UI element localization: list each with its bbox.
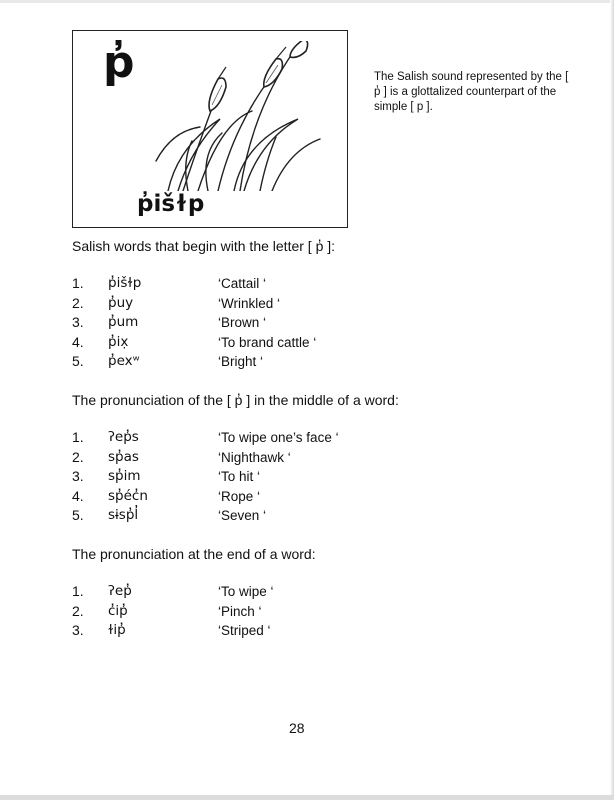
illustration-box: [72, 30, 348, 228]
cattail-icon: [148, 41, 348, 191]
salish-word: p̓uy: [108, 294, 134, 311]
item-number: 1.: [72, 583, 84, 599]
side-note: The Salish sound represented by the [ p̓ ] is a glottalized counterpart of the simple [ p ].: [374, 71, 569, 113]
item-number: 2.: [72, 602, 84, 619]
item-number: 1.: [72, 429, 84, 445]
salish-word: p̓exʷ: [108, 353, 140, 369]
illustration-word: p̓išɫp: [137, 191, 205, 217]
section-final-title: The pronunciation at the end of a word:: [72, 546, 316, 562]
item-number: 2.: [72, 448, 84, 465]
salish-word: sɨsp̓l̓: [108, 507, 139, 523]
item-number: 4.: [72, 487, 84, 504]
salish-word: c̓ip̓: [108, 602, 128, 619]
scan-edge-top: [0, 0, 614, 3]
page-number: 28: [289, 720, 305, 736]
salish-word: sp̓éc̓n: [108, 487, 148, 504]
item-number: 2.: [72, 294, 84, 311]
english-gloss: ‘To wipe one’s face ‘: [218, 430, 339, 445]
item-number: 5.: [72, 507, 84, 523]
english-gloss: ‘To brand cattle ‘: [218, 334, 317, 350]
scan-edge-right: [610, 0, 614, 800]
english-gloss: ‘Pinch ‘: [218, 603, 262, 619]
item-number: 1.: [72, 275, 84, 291]
salish-word: ɫip̓: [108, 622, 126, 638]
salish-word: p̓um: [108, 314, 139, 330]
item-number: 3.: [72, 622, 84, 638]
salish-word: p̓išɫp: [108, 275, 142, 291]
item-number: 3.: [72, 468, 84, 484]
item-number: 3.: [72, 314, 84, 330]
english-gloss: ‘Nighthawk ‘: [218, 449, 291, 465]
featured-letter: p̓: [103, 37, 135, 88]
english-gloss: ‘Seven ‘: [218, 508, 267, 523]
salish-word: ʔep̓: [108, 583, 132, 599]
english-gloss: ‘To wipe ‘: [218, 584, 274, 599]
english-gloss: ‘Brown ‘: [218, 315, 267, 330]
section-medial-title: The pronunciation of the [ p̓ ] in the middle of a word:: [72, 392, 399, 408]
english-gloss: ‘Cattail ‘: [218, 276, 267, 291]
salish-word: sp̓as: [108, 448, 139, 465]
english-gloss: ‘Rope ‘: [218, 488, 261, 504]
english-gloss: ‘To hit ‘: [218, 469, 261, 484]
item-number: 5.: [72, 353, 84, 369]
english-gloss: ‘Bright ‘: [218, 354, 264, 369]
salish-word: sp̓im: [108, 468, 141, 484]
scan-edge-bottom: [0, 795, 614, 800]
item-number: 4.: [72, 333, 84, 350]
salish-word: ʔep̓s: [108, 429, 139, 445]
section-initial-title: Salish words that begin with the letter [ p̓ ]:: [72, 238, 336, 254]
english-gloss: ‘Wrinkled ‘: [218, 295, 281, 311]
salish-word: p̓ix̣: [108, 333, 129, 350]
english-gloss: ‘Striped ‘: [218, 623, 271, 638]
